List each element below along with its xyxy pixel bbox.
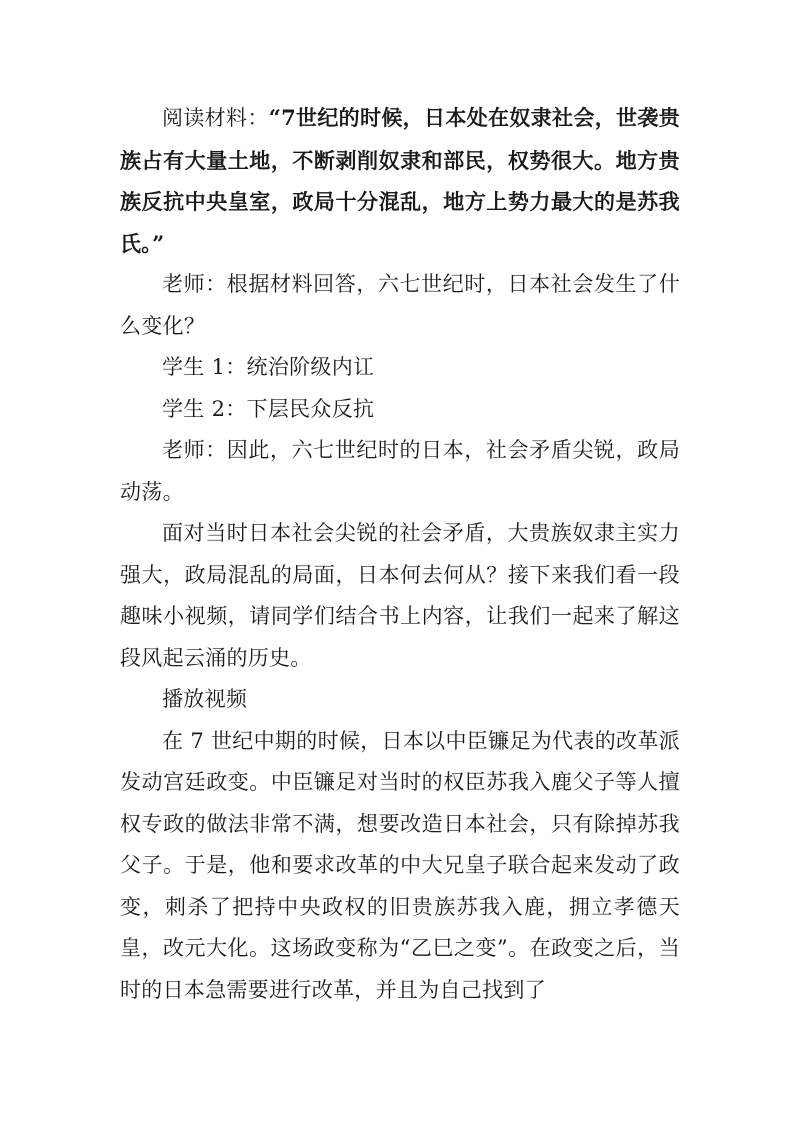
- transition-paragraph: 面对当时日本社会尖锐的社会矛盾，大贵族奴隶主实力强大，政局混乱的局面，日本何去何从？接下来我们看一段趣味小视频，请同学们结合书上内容，让我们一起来了解这段风起云涌的历史。: [120, 521, 680, 670]
- teacher-question-paragraph: 老师：根据材料回答，六七世纪时，日本社会发生了什么变化？: [120, 272, 680, 338]
- student-1-answer: 学生 1：统治阶级内讧: [162, 355, 375, 379]
- teacher-summary-paragraph: 老师：因此，六七世纪时的日本，社会矛盾尖锐，政局动荡。: [120, 438, 680, 504]
- reading-material-lead: 阅读材料：: [162, 106, 269, 130]
- reading-material-paragraph: [120, 97, 680, 264]
- reading-material-quote: “7世纪的时候，日本处在奴隶社会，世袭贵族占有大量土地，不断剥削奴隶和部民，权势很大。地方贵族反抗中央皇室，政局十分混乱，地方上势力最大的是苏我氏。”: [120, 105, 681, 256]
- history-narrative-paragraph: 在 7 世纪中期的时候，日本以中臣镰足为代表的改革派发动宫廷政变。中臣镰足对当时的权臣苏我入鹿父子等人擅权专政的做法非常不满，想要改造日本社会，只有除掉苏我父子。于是，他和要求改革的中大兄皇子联合起来发动了政变，刺杀了把持中央政权的旧贵族苏我入鹿，拥立孝德天皇，改元大化。这场政变称为“乙巳之变”。在政变之后，当时的日本急需要进行改革，并且为自己找到了: [120, 728, 680, 1002]
- student-2-answer: 学生 2：下层民众反抗: [162, 396, 375, 421]
- play-video-line: 播放视频: [162, 687, 248, 711]
- document-body: [120, 97, 680, 1011]
